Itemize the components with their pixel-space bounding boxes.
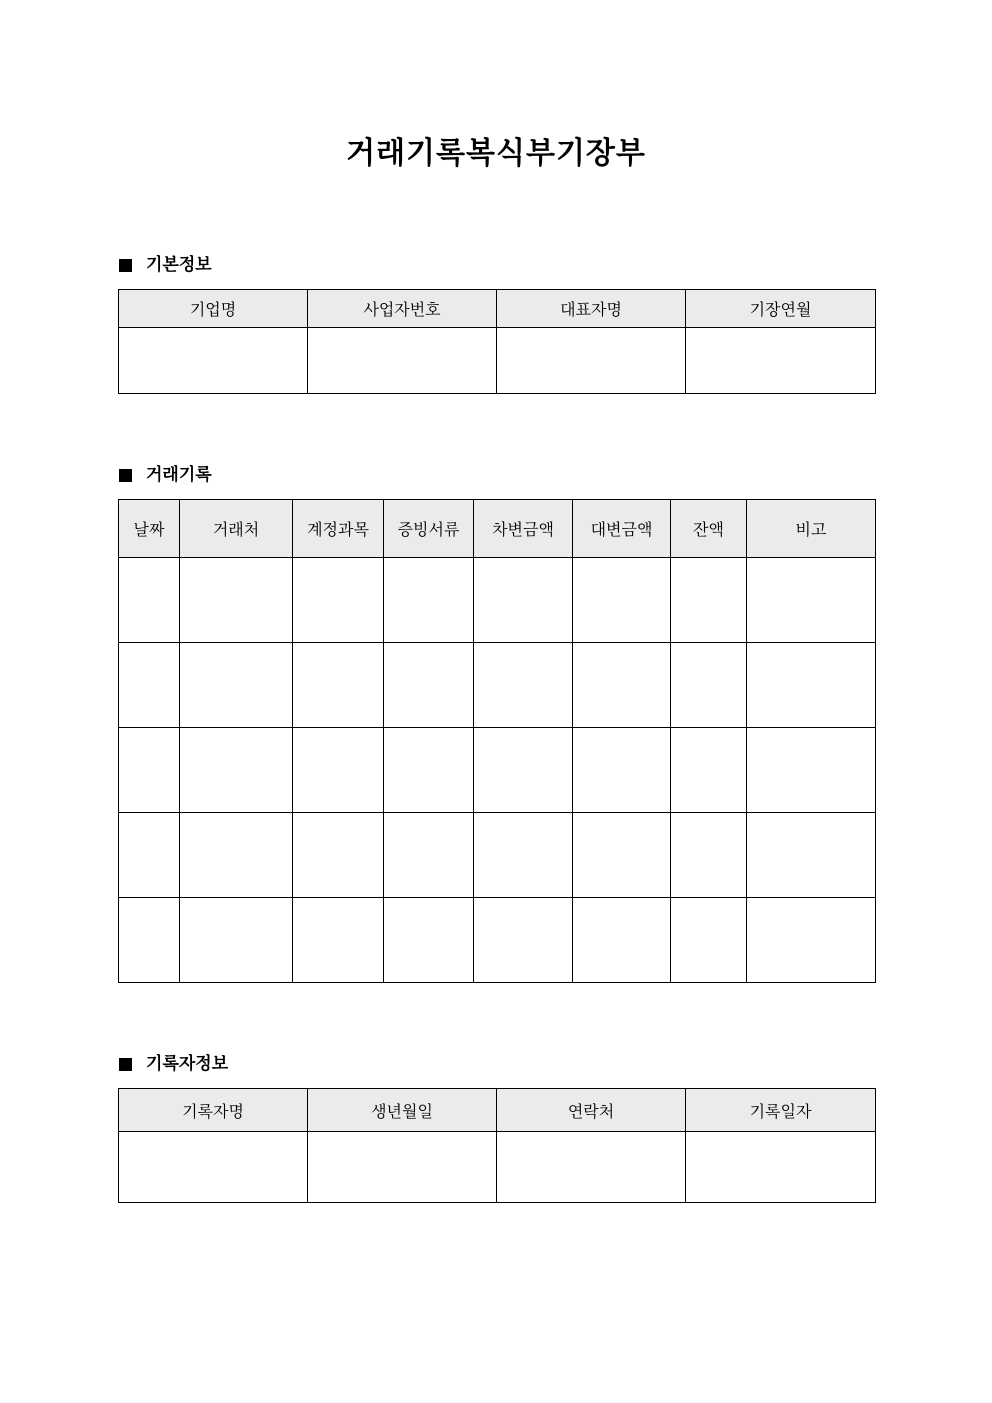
business-number-cell[interactable] (308, 328, 497, 394)
debit-cell[interactable] (474, 728, 573, 813)
record-date-cell[interactable] (686, 1132, 876, 1203)
debit-cell[interactable] (474, 898, 573, 983)
table-row (119, 1132, 876, 1203)
credit-cell[interactable] (573, 558, 671, 643)
evidence-cell[interactable] (384, 558, 474, 643)
account-cell[interactable] (293, 898, 384, 983)
column-header-record-date: 기록일자 (686, 1089, 876, 1132)
square-bullet-icon (119, 1058, 132, 1071)
account-cell[interactable] (293, 728, 384, 813)
column-header-account: 계정과목 (293, 500, 384, 558)
table-header-row (119, 500, 876, 558)
account-cell[interactable] (293, 813, 384, 898)
debit-cell[interactable] (474, 813, 573, 898)
credit-cell[interactable] (573, 813, 671, 898)
recorder-info-table (118, 1088, 876, 1203)
recorder-name-cell[interactable] (119, 1132, 308, 1203)
table-header-row (119, 1089, 876, 1132)
balance-cell[interactable] (671, 898, 747, 983)
bookkeeping-month-cell[interactable] (686, 328, 876, 394)
account-cell[interactable] (293, 558, 384, 643)
table-header-row (119, 290, 876, 328)
square-bullet-icon (119, 469, 132, 482)
balance-cell[interactable] (671, 728, 747, 813)
section-heading-basic-info (119, 253, 212, 277)
balance-cell[interactable] (671, 813, 747, 898)
date-cell[interactable] (119, 813, 180, 898)
column-header-debit: 차변금액 (474, 500, 573, 558)
account-cell[interactable] (293, 643, 384, 728)
counterparty-cell[interactable] (180, 558, 293, 643)
section-heading-label: 거래기록 (146, 465, 212, 485)
balance-cell[interactable] (671, 558, 747, 643)
debit-cell[interactable] (474, 643, 573, 728)
transactions-table (118, 499, 876, 983)
column-header-company-name: 기업명 (119, 290, 308, 328)
counterparty-cell[interactable] (180, 813, 293, 898)
counterparty-cell[interactable] (180, 728, 293, 813)
evidence-cell[interactable] (384, 643, 474, 728)
date-cell[interactable] (119, 898, 180, 983)
date-cell[interactable] (119, 728, 180, 813)
representative-name-cell[interactable] (497, 328, 686, 394)
date-cell[interactable] (119, 558, 180, 643)
column-header-counterparty: 거래처 (180, 500, 293, 558)
column-header-credit: 대변금액 (573, 500, 671, 558)
remarks-cell[interactable] (747, 728, 876, 813)
counterparty-cell[interactable] (180, 643, 293, 728)
remarks-cell[interactable] (747, 558, 876, 643)
table-row (119, 728, 876, 813)
credit-cell[interactable] (573, 728, 671, 813)
section-heading-label: 기록자정보 (146, 1054, 229, 1074)
company-name-cell[interactable] (119, 328, 308, 394)
table-row (119, 813, 876, 898)
table-row (119, 898, 876, 983)
table-row (119, 558, 876, 643)
section-heading-label: 기본정보 (146, 255, 212, 275)
debit-cell[interactable] (474, 558, 573, 643)
balance-cell[interactable] (671, 643, 747, 728)
remarks-cell[interactable] (747, 898, 876, 983)
document-title: 거래기록복식부기장부 (346, 136, 646, 171)
section-heading-recorder-info (119, 1052, 228, 1076)
counterparty-cell[interactable] (180, 898, 293, 983)
remarks-cell[interactable] (747, 643, 876, 728)
evidence-cell[interactable] (384, 813, 474, 898)
column-header-evidence: 증빙서류 (384, 500, 474, 558)
table-row (119, 643, 876, 728)
column-header-representative-name: 대표자명 (497, 290, 686, 328)
column-header-date: 날짜 (119, 500, 180, 558)
column-header-remarks: 비고 (747, 500, 876, 558)
date-cell[interactable] (119, 643, 180, 728)
credit-cell[interactable] (573, 643, 671, 728)
column-header-business-number: 사업자번호 (308, 290, 497, 328)
column-header-recorder-name: 기록자명 (119, 1089, 308, 1132)
column-header-birth-date: 생년월일 (308, 1089, 497, 1132)
basic-info-table (118, 289, 876, 394)
table-row (119, 328, 876, 394)
square-bullet-icon (119, 259, 132, 272)
column-header-bookkeeping-month: 기장연월 (686, 290, 876, 328)
column-header-contact: 연락처 (497, 1089, 686, 1132)
evidence-cell[interactable] (384, 728, 474, 813)
credit-cell[interactable] (573, 898, 671, 983)
section-heading-transactions (119, 463, 212, 487)
contact-cell[interactable] (497, 1132, 686, 1203)
evidence-cell[interactable] (384, 898, 474, 983)
column-header-balance: 잔액 (671, 500, 747, 558)
birth-date-cell[interactable] (308, 1132, 497, 1203)
remarks-cell[interactable] (747, 813, 876, 898)
